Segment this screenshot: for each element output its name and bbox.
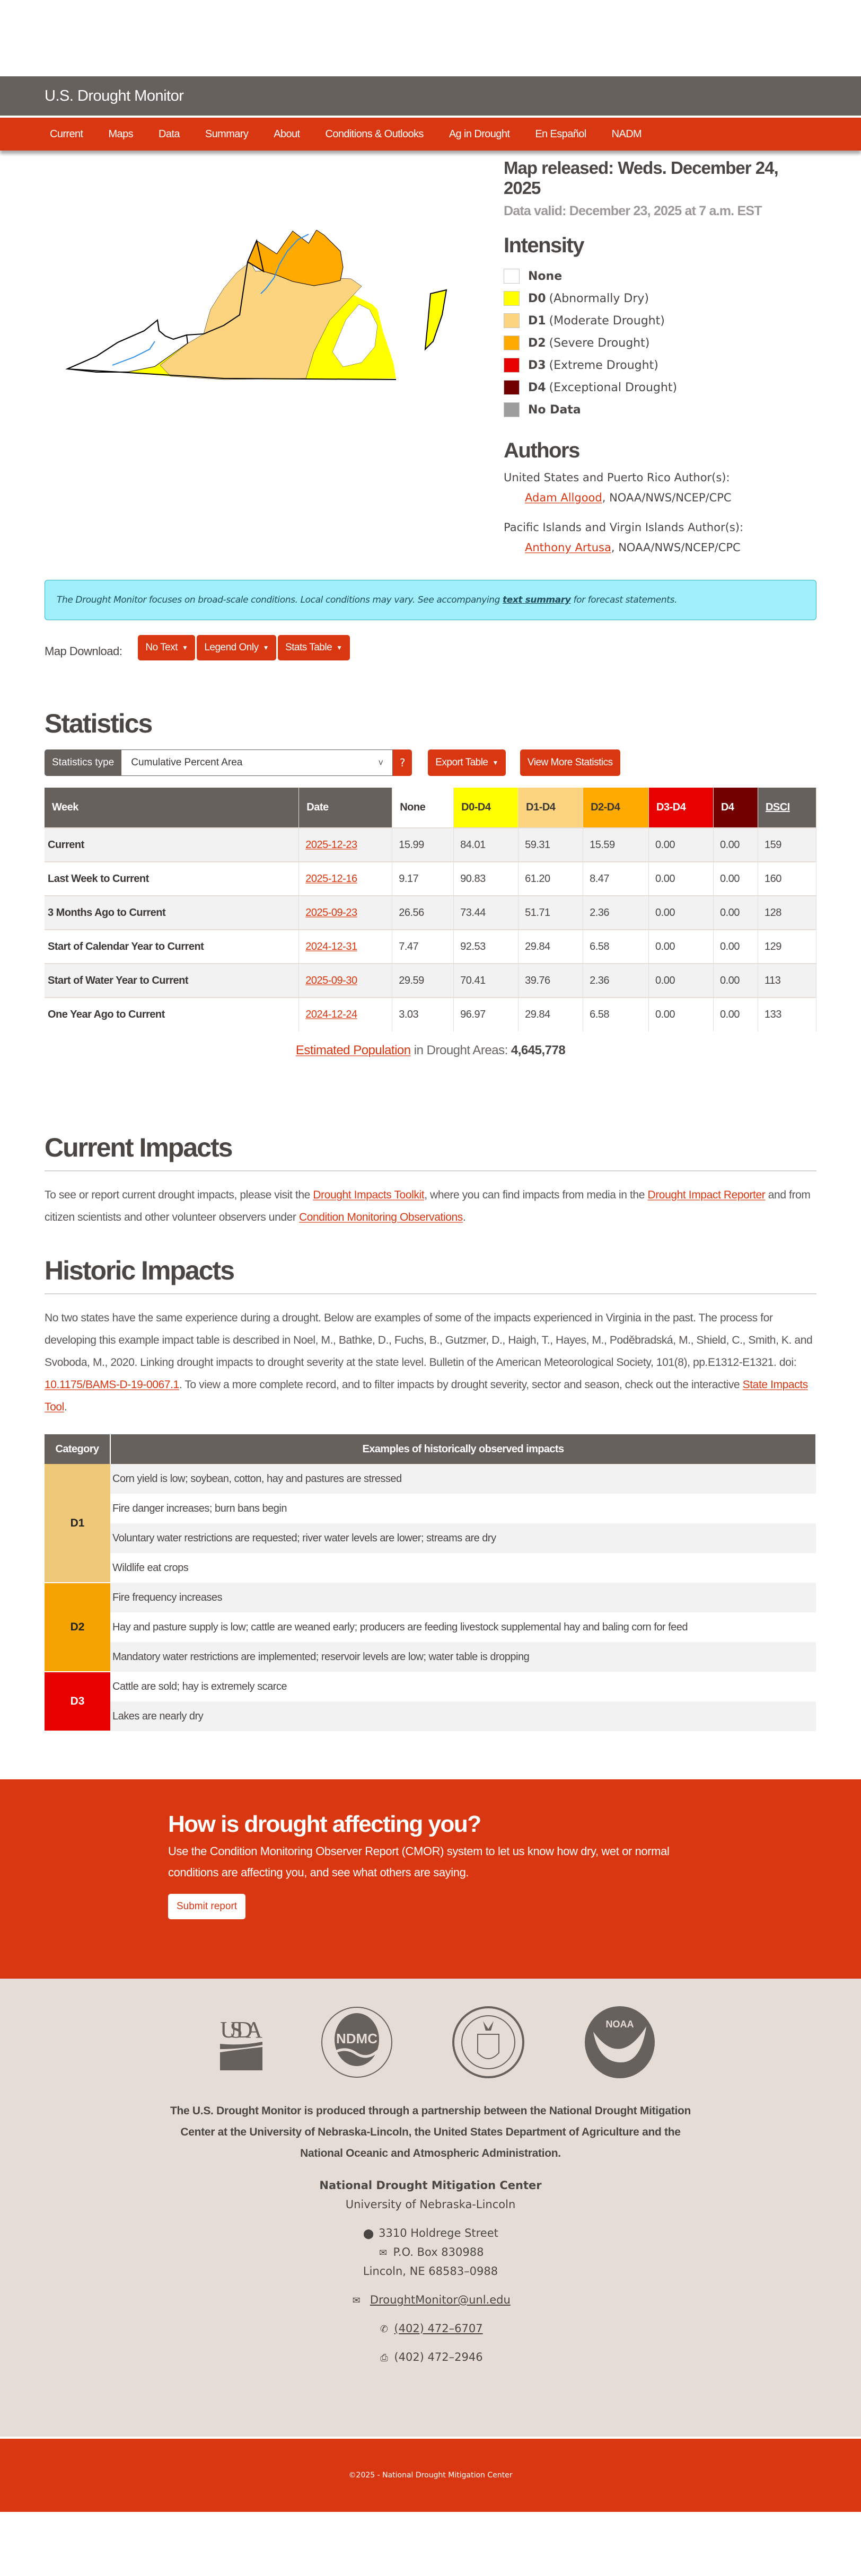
nav-item-about[interactable]: About bbox=[274, 128, 300, 140]
value-cell: 3.03 bbox=[392, 998, 454, 1031]
week-cell: Last Week to Current bbox=[45, 862, 299, 896]
street-address: ⬤ 3310 Holdrege Street bbox=[363, 2227, 498, 2239]
date-link[interactable]: 2024-12-31 bbox=[305, 940, 357, 952]
column-header-dsci[interactable]: DSCI bbox=[758, 788, 816, 828]
value-cell: 129 bbox=[758, 930, 816, 964]
value-cell: 84.01 bbox=[454, 828, 519, 862]
column-header-d4: D4 bbox=[713, 788, 758, 828]
state-impacts-tool-link[interactable]: State Impacts Tool bbox=[45, 1379, 808, 1413]
legend-item bbox=[504, 399, 811, 421]
impact-cell: Corn yield is low; soybean, cotton, hay and pastures are stressed bbox=[110, 1464, 816, 1494]
partner-logos bbox=[16, 2005, 861, 2079]
selected-value: Cumulative Percent Area bbox=[131, 757, 243, 768]
value-cell: 70.41 bbox=[454, 964, 519, 998]
value-cell: 39.76 bbox=[519, 964, 583, 998]
legend-desc: (Severe Drought) bbox=[549, 336, 650, 350]
us-authors-heading: United States and Puerto Rico Author(s): bbox=[504, 471, 730, 484]
table-row bbox=[45, 930, 816, 964]
value-cell: 15.99 bbox=[392, 828, 454, 862]
population-summary bbox=[45, 1043, 816, 1058]
legend-swatch bbox=[504, 380, 520, 395]
impact-row bbox=[45, 1523, 816, 1553]
fax-icon: ⎙ bbox=[380, 2352, 388, 2363]
impact-row bbox=[45, 1642, 816, 1672]
value-cell: 6.58 bbox=[583, 998, 649, 1031]
map-download bbox=[45, 635, 861, 660]
cmor-text: Use the Condition Monitoring Observer Report (CMOR) system to let us know how dry, wet or normal conditions are affecting you, and see what others are saying. bbox=[168, 1845, 670, 1879]
value-cell: 128 bbox=[758, 896, 816, 930]
value-cell: 9.17 bbox=[392, 862, 454, 896]
impact-cell: Fire frequency increases bbox=[110, 1583, 816, 1612]
help-button[interactable]: ? bbox=[393, 749, 412, 776]
value-cell: 26.56 bbox=[392, 896, 454, 930]
export-table-button[interactable]: Export Table ▼ bbox=[428, 749, 506, 776]
authors-heading: Authors bbox=[504, 439, 579, 462]
legend-swatch bbox=[504, 269, 520, 284]
historic-impacts-text: No two states have the same experience during a drought. Below are examples of some of the impacts experienced in Virginia in the past. The process for developing this example impact table is described in Noel, M., Bathke, D., Fuchs, B., Gutzmer, D., Haigh, T., Hayes, M., Poděbradská, M., Shield, C., Smith, K. and Svoboda, M., 2020. Linking drought impacts to drought severity at the state level. Bulletin of the American Meteorological Society, 101(8), pp.E1312-E1321. doi: 10.1175/BAMS-D-19-0067.1. To view a more complete record, and to filter impacts by drought severity, sector and season, check out the interactive State Impacts Tool. bbox=[45, 1312, 813, 1413]
condition-monitoring-link[interactable]: Condition Monitoring Observations bbox=[298, 1211, 463, 1223]
chevron-down-icon: v bbox=[379, 758, 383, 767]
info-alert bbox=[45, 580, 816, 620]
value-cell: 90.83 bbox=[454, 862, 519, 896]
legend-item bbox=[504, 287, 811, 310]
impact-row bbox=[45, 1464, 816, 1494]
intensity-heading: Intensity bbox=[504, 234, 584, 257]
week-cell: Start of Water Year to Current bbox=[45, 964, 299, 998]
table-row bbox=[45, 998, 816, 1031]
us-author bbox=[525, 491, 811, 504]
envelope-icon: ✉ bbox=[379, 2247, 388, 2259]
date-cell bbox=[299, 964, 392, 998]
nav-item-conditions-outlooks[interactable]: Conditions & Outlooks bbox=[325, 128, 424, 140]
divider bbox=[45, 1293, 816, 1294]
legend-swatch bbox=[504, 358, 520, 373]
value-cell: 6.58 bbox=[583, 930, 649, 964]
stats-table-dropdown[interactable]: Stats Table ▼ bbox=[278, 635, 350, 660]
no-text-dropdown[interactable]: No Text ▼ bbox=[138, 635, 195, 660]
org-name: National Drought Mitigation Center bbox=[319, 2179, 542, 2192]
nav-item-nadm[interactable]: NADM bbox=[611, 128, 642, 140]
impact-cell: Fire danger increases; burn bans begin bbox=[112, 1503, 287, 1514]
legend-code: D1 bbox=[528, 314, 546, 328]
data-valid: Data valid: December 23, 2025 at 7 a.m. EST bbox=[504, 204, 762, 218]
impact-row bbox=[45, 1701, 816, 1731]
view-more-statistics-button[interactable]: View More Statistics bbox=[520, 749, 620, 776]
city: Lincoln, NE 68583–0988 bbox=[363, 2265, 498, 2278]
commerce-logo[interactable] bbox=[451, 2005, 525, 2079]
author-org: , NOAA/NWS/NCEP/CPC bbox=[602, 491, 732, 504]
impact-cell: Cattle are sold; hay is extremely scarce bbox=[112, 1681, 287, 1692]
site-title[interactable]: U.S. Drought Monitor bbox=[45, 87, 184, 104]
text-summary-link[interactable]: text summary bbox=[503, 595, 571, 605]
date-cell bbox=[299, 998, 392, 1031]
legend-item bbox=[504, 354, 811, 376]
university: University of Nebraska-Lincoln bbox=[345, 2198, 516, 2211]
noaa-logo[interactable] bbox=[583, 2005, 657, 2079]
value-cell: 0.00 bbox=[649, 930, 714, 964]
map-download-label: Map Download: bbox=[45, 645, 122, 658]
statistics-table bbox=[45, 788, 816, 1031]
category-header: Category bbox=[45, 1434, 110, 1464]
caret-down-icon: ▼ bbox=[336, 644, 342, 651]
submit-report-button[interactable]: Submit report bbox=[168, 1894, 245, 1919]
value-cell: 15.59 bbox=[583, 828, 649, 862]
column-header-d3-d4: D3-D4 bbox=[649, 788, 714, 828]
partnership-statement: The U.S. Drought Monitor is produced through a partnership between the National Drought Mitigation Center at the University of Nebraska-Lincoln, the United States Department of Agriculture and the National Oceanic and Atmospheric Administration. bbox=[170, 2105, 691, 2159]
pi-author bbox=[525, 541, 811, 554]
value-cell: 96.97 bbox=[454, 998, 519, 1031]
svg-text:NOAA: NOAA bbox=[605, 2019, 634, 2030]
drought-map[interactable] bbox=[65, 230, 457, 389]
impact-row bbox=[45, 1672, 816, 1701]
drought-impacts-toolkit-link[interactable]: Drought Impacts Toolkit bbox=[313, 1189, 425, 1201]
week-cell: 3 Months Ago to Current bbox=[45, 896, 299, 930]
examples-header: Examples of historically observed impacts bbox=[110, 1434, 816, 1464]
statistics-type-select[interactable] bbox=[121, 749, 393, 776]
impact-cell: Hay and pasture supply is low; cattle are weaned early; producers are feeding livestock supplemental hay and baling corn for feed bbox=[112, 1621, 688, 1633]
value-cell: 0.00 bbox=[713, 896, 758, 930]
current-impacts-text: To see or report current drought impacts, please visit the Drought Impacts Toolkit, where you can find impacts from media in the Drought Impact Reporter and from citizen scientists and other volunteer observers under Condition Monitoring Observations. bbox=[45, 1189, 811, 1223]
po-box: ✉ P.O. Box 830988 bbox=[0, 2246, 861, 2259]
value-cell: 0.00 bbox=[649, 998, 714, 1031]
value-cell: 0.00 bbox=[649, 862, 714, 896]
value-cell: 29.84 bbox=[519, 930, 583, 964]
value-cell: 92.53 bbox=[454, 930, 519, 964]
population-value: 4,645,778 bbox=[511, 1043, 566, 1057]
nav-item-summary[interactable]: Summary bbox=[205, 128, 249, 140]
impact-cell: Wildlife eat crops bbox=[112, 1562, 189, 1574]
column-header-d0-d4: D0-D4 bbox=[454, 788, 519, 828]
value-cell: 113 bbox=[758, 964, 816, 998]
map-section bbox=[0, 151, 861, 580]
impact-cell: Lakes are nearly dry bbox=[110, 1701, 816, 1731]
value-cell: 160 bbox=[758, 862, 816, 896]
cmor-callout bbox=[0, 1779, 861, 1979]
column-header-date: Date bbox=[299, 788, 392, 828]
week-cell: Current bbox=[45, 828, 299, 862]
value-cell: 29.84 bbox=[519, 998, 583, 1031]
value-cell: 0.00 bbox=[649, 896, 714, 930]
week-cell: Start of Calendar Year to Current bbox=[45, 930, 299, 964]
drought-impact-reporter-link[interactable]: Drought Impact Reporter bbox=[647, 1189, 766, 1201]
value-cell: 2.36 bbox=[583, 896, 649, 930]
value-cell: 159 bbox=[758, 828, 816, 862]
value-cell: 0.00 bbox=[649, 828, 714, 862]
caret-down-icon: ▼ bbox=[181, 644, 188, 651]
week-cell: One Year Ago to Current bbox=[45, 998, 299, 1031]
column-header-none: None bbox=[392, 788, 454, 828]
legend-item bbox=[504, 332, 811, 354]
legend-only-dropdown[interactable]: Legend Only ▼ bbox=[197, 635, 276, 660]
value-cell: 73.44 bbox=[454, 896, 519, 930]
phone bbox=[0, 2322, 861, 2335]
value-cell: 51.71 bbox=[519, 896, 583, 930]
historic-impacts-table bbox=[45, 1434, 816, 1732]
email-link[interactable]: DroughtMonitor@unl.edu bbox=[370, 2293, 511, 2306]
svg-text:NDMC: NDMC bbox=[336, 2031, 377, 2046]
legend-swatch bbox=[504, 291, 520, 306]
date-link[interactable]: 2025-12-23 bbox=[305, 839, 357, 851]
value-cell: 0.00 bbox=[713, 828, 758, 862]
svg-text:USDA: USDA bbox=[220, 2017, 262, 2043]
fax: ⎙ (402) 472–2946 bbox=[0, 2351, 861, 2363]
phone-link[interactable]: (402) 472–6707 bbox=[394, 2322, 483, 2335]
date-cell bbox=[299, 930, 392, 964]
value-cell: 0.00 bbox=[713, 964, 758, 998]
value-cell: 7.47 bbox=[392, 930, 454, 964]
value-cell: 2.36 bbox=[583, 964, 649, 998]
footer bbox=[0, 1979, 861, 2437]
current-impacts-heading: Current Impacts bbox=[45, 1133, 232, 1162]
usda-logo[interactable] bbox=[220, 2013, 262, 2071]
doi-link[interactable]: 10.1175/BAMS-D-19-0067.1 bbox=[45, 1379, 179, 1391]
email bbox=[0, 2293, 861, 2306]
value-cell: 0.00 bbox=[713, 862, 758, 896]
alert-text-end: for forecast statements. bbox=[573, 595, 677, 605]
nav-item-current[interactable]: Current bbox=[50, 128, 83, 140]
impact-row bbox=[45, 1494, 816, 1523]
map-released: Map released: Weds. December 24, 2025 bbox=[504, 158, 778, 198]
historic-impacts-heading: Historic Impacts bbox=[45, 1256, 234, 1285]
column-header-week: Week bbox=[45, 788, 299, 828]
author-link[interactable]: Anthony Artusa bbox=[525, 541, 611, 554]
impact-row bbox=[45, 1612, 816, 1642]
category-cell: D1 bbox=[45, 1464, 110, 1583]
estimated-population-link[interactable]: Estimated Population bbox=[295, 1043, 411, 1057]
statistics-toolbar bbox=[45, 749, 816, 776]
impact-row bbox=[45, 1583, 816, 1612]
date-cell bbox=[299, 896, 392, 930]
legend-item bbox=[504, 265, 811, 287]
ndmc-logo[interactable] bbox=[320, 2005, 394, 2079]
value-cell: 133 bbox=[758, 998, 816, 1031]
statistics-section bbox=[45, 708, 816, 1058]
nav-item-data[interactable]: Data bbox=[159, 128, 180, 140]
population-text: in Drought Areas: bbox=[410, 1043, 511, 1057]
legend-code: D4 bbox=[528, 381, 546, 394]
date-cell bbox=[299, 828, 392, 862]
map-info bbox=[504, 158, 811, 554]
alert-text: The Drought Monitor focuses on broad-scale conditions. Local conditions may vary. See accompanying bbox=[57, 595, 500, 605]
column-header-d1-d4: D1-D4 bbox=[519, 788, 583, 828]
site-header bbox=[0, 76, 861, 116]
table-row bbox=[45, 828, 816, 862]
date-link[interactable]: 2025-12-16 bbox=[305, 872, 357, 885]
legend-code: D3 bbox=[528, 358, 546, 372]
legend-item bbox=[504, 310, 811, 332]
category-cell: D2 bbox=[45, 1583, 110, 1672]
date-link[interactable]: 2024-12-24 bbox=[305, 1009, 357, 1020]
nav-item-en-espa-ol[interactable]: En Español bbox=[535, 128, 586, 140]
table-row bbox=[45, 862, 816, 896]
pi-authors-heading: Pacific Islands and Virgin Islands Author(s): bbox=[504, 521, 744, 534]
copyright: ©2025 - National Drought Mitigation Center bbox=[348, 2471, 513, 2480]
author-link[interactable]: Adam Allgood bbox=[525, 491, 602, 504]
legend-desc: (Exceptional Drought) bbox=[549, 381, 678, 394]
legend-code: No Data bbox=[528, 403, 581, 417]
legend-code: D2 bbox=[528, 336, 546, 350]
nav-item-maps[interactable]: Maps bbox=[108, 128, 134, 140]
legend-code: None bbox=[528, 269, 563, 283]
value-cell: 61.20 bbox=[519, 862, 583, 896]
copyright-bar bbox=[0, 2439, 861, 2512]
caret-down-icon: ▼ bbox=[262, 644, 269, 651]
virginia-map bbox=[65, 230, 457, 389]
value-cell: 8.47 bbox=[583, 862, 649, 896]
caret-down-icon: ▼ bbox=[492, 759, 498, 766]
author-org: , NOAA/NWS/NCEP/CPC bbox=[611, 541, 741, 554]
value-cell: 0.00 bbox=[649, 964, 714, 998]
legend-desc: (Extreme Drought) bbox=[549, 358, 658, 372]
legend-desc: (Moderate Drought) bbox=[549, 314, 665, 328]
main-nav bbox=[0, 118, 861, 151]
impact-cell: Mandatory water restrictions are implemented; reservoir levels are low; water table is dropping bbox=[110, 1642, 816, 1672]
value-cell: 0.00 bbox=[713, 998, 758, 1031]
value-cell: 29.59 bbox=[392, 964, 454, 998]
impact-row bbox=[45, 1553, 816, 1583]
date-link[interactable]: 2025-09-30 bbox=[305, 974, 357, 986]
map-region-eastern-shore bbox=[425, 290, 446, 349]
phone-icon: ✆ bbox=[380, 2324, 388, 2335]
legend bbox=[504, 265, 811, 421]
legend-swatch bbox=[504, 402, 520, 417]
legend-desc: (Abnormally Dry) bbox=[549, 292, 649, 305]
value-cell: 0.00 bbox=[713, 930, 758, 964]
date-cell bbox=[299, 862, 392, 896]
nav-item-ag-in-drought[interactable]: Ag in Drought bbox=[449, 128, 510, 140]
map-marker-icon: ⬤ bbox=[363, 2228, 374, 2239]
divider bbox=[45, 1170, 816, 1171]
table-row bbox=[45, 896, 816, 930]
statistics-type-label: Statistics type bbox=[45, 749, 121, 776]
cmor-heading: How is drought affecting you? bbox=[168, 1811, 481, 1837]
current-impacts-section bbox=[45, 1132, 816, 1229]
legend-swatch bbox=[504, 336, 520, 350]
envelope-outline-icon: ✉ bbox=[352, 2295, 361, 2306]
column-header-d2-d4: D2-D4 bbox=[583, 788, 649, 828]
statistics-heading: Statistics bbox=[45, 709, 152, 738]
legend-code: D0 bbox=[528, 292, 546, 305]
historic-impacts-section bbox=[45, 1255, 816, 1732]
impact-cell: Voluntary water restrictions are requested; river water levels are lower; streams are dry bbox=[110, 1523, 816, 1553]
date-link[interactable]: 2025-09-23 bbox=[305, 906, 357, 919]
legend-item bbox=[504, 376, 811, 399]
legend-swatch bbox=[504, 313, 520, 328]
category-cell: D3 bbox=[45, 1672, 110, 1731]
table-row bbox=[45, 964, 816, 998]
value-cell: 59.31 bbox=[519, 828, 583, 862]
